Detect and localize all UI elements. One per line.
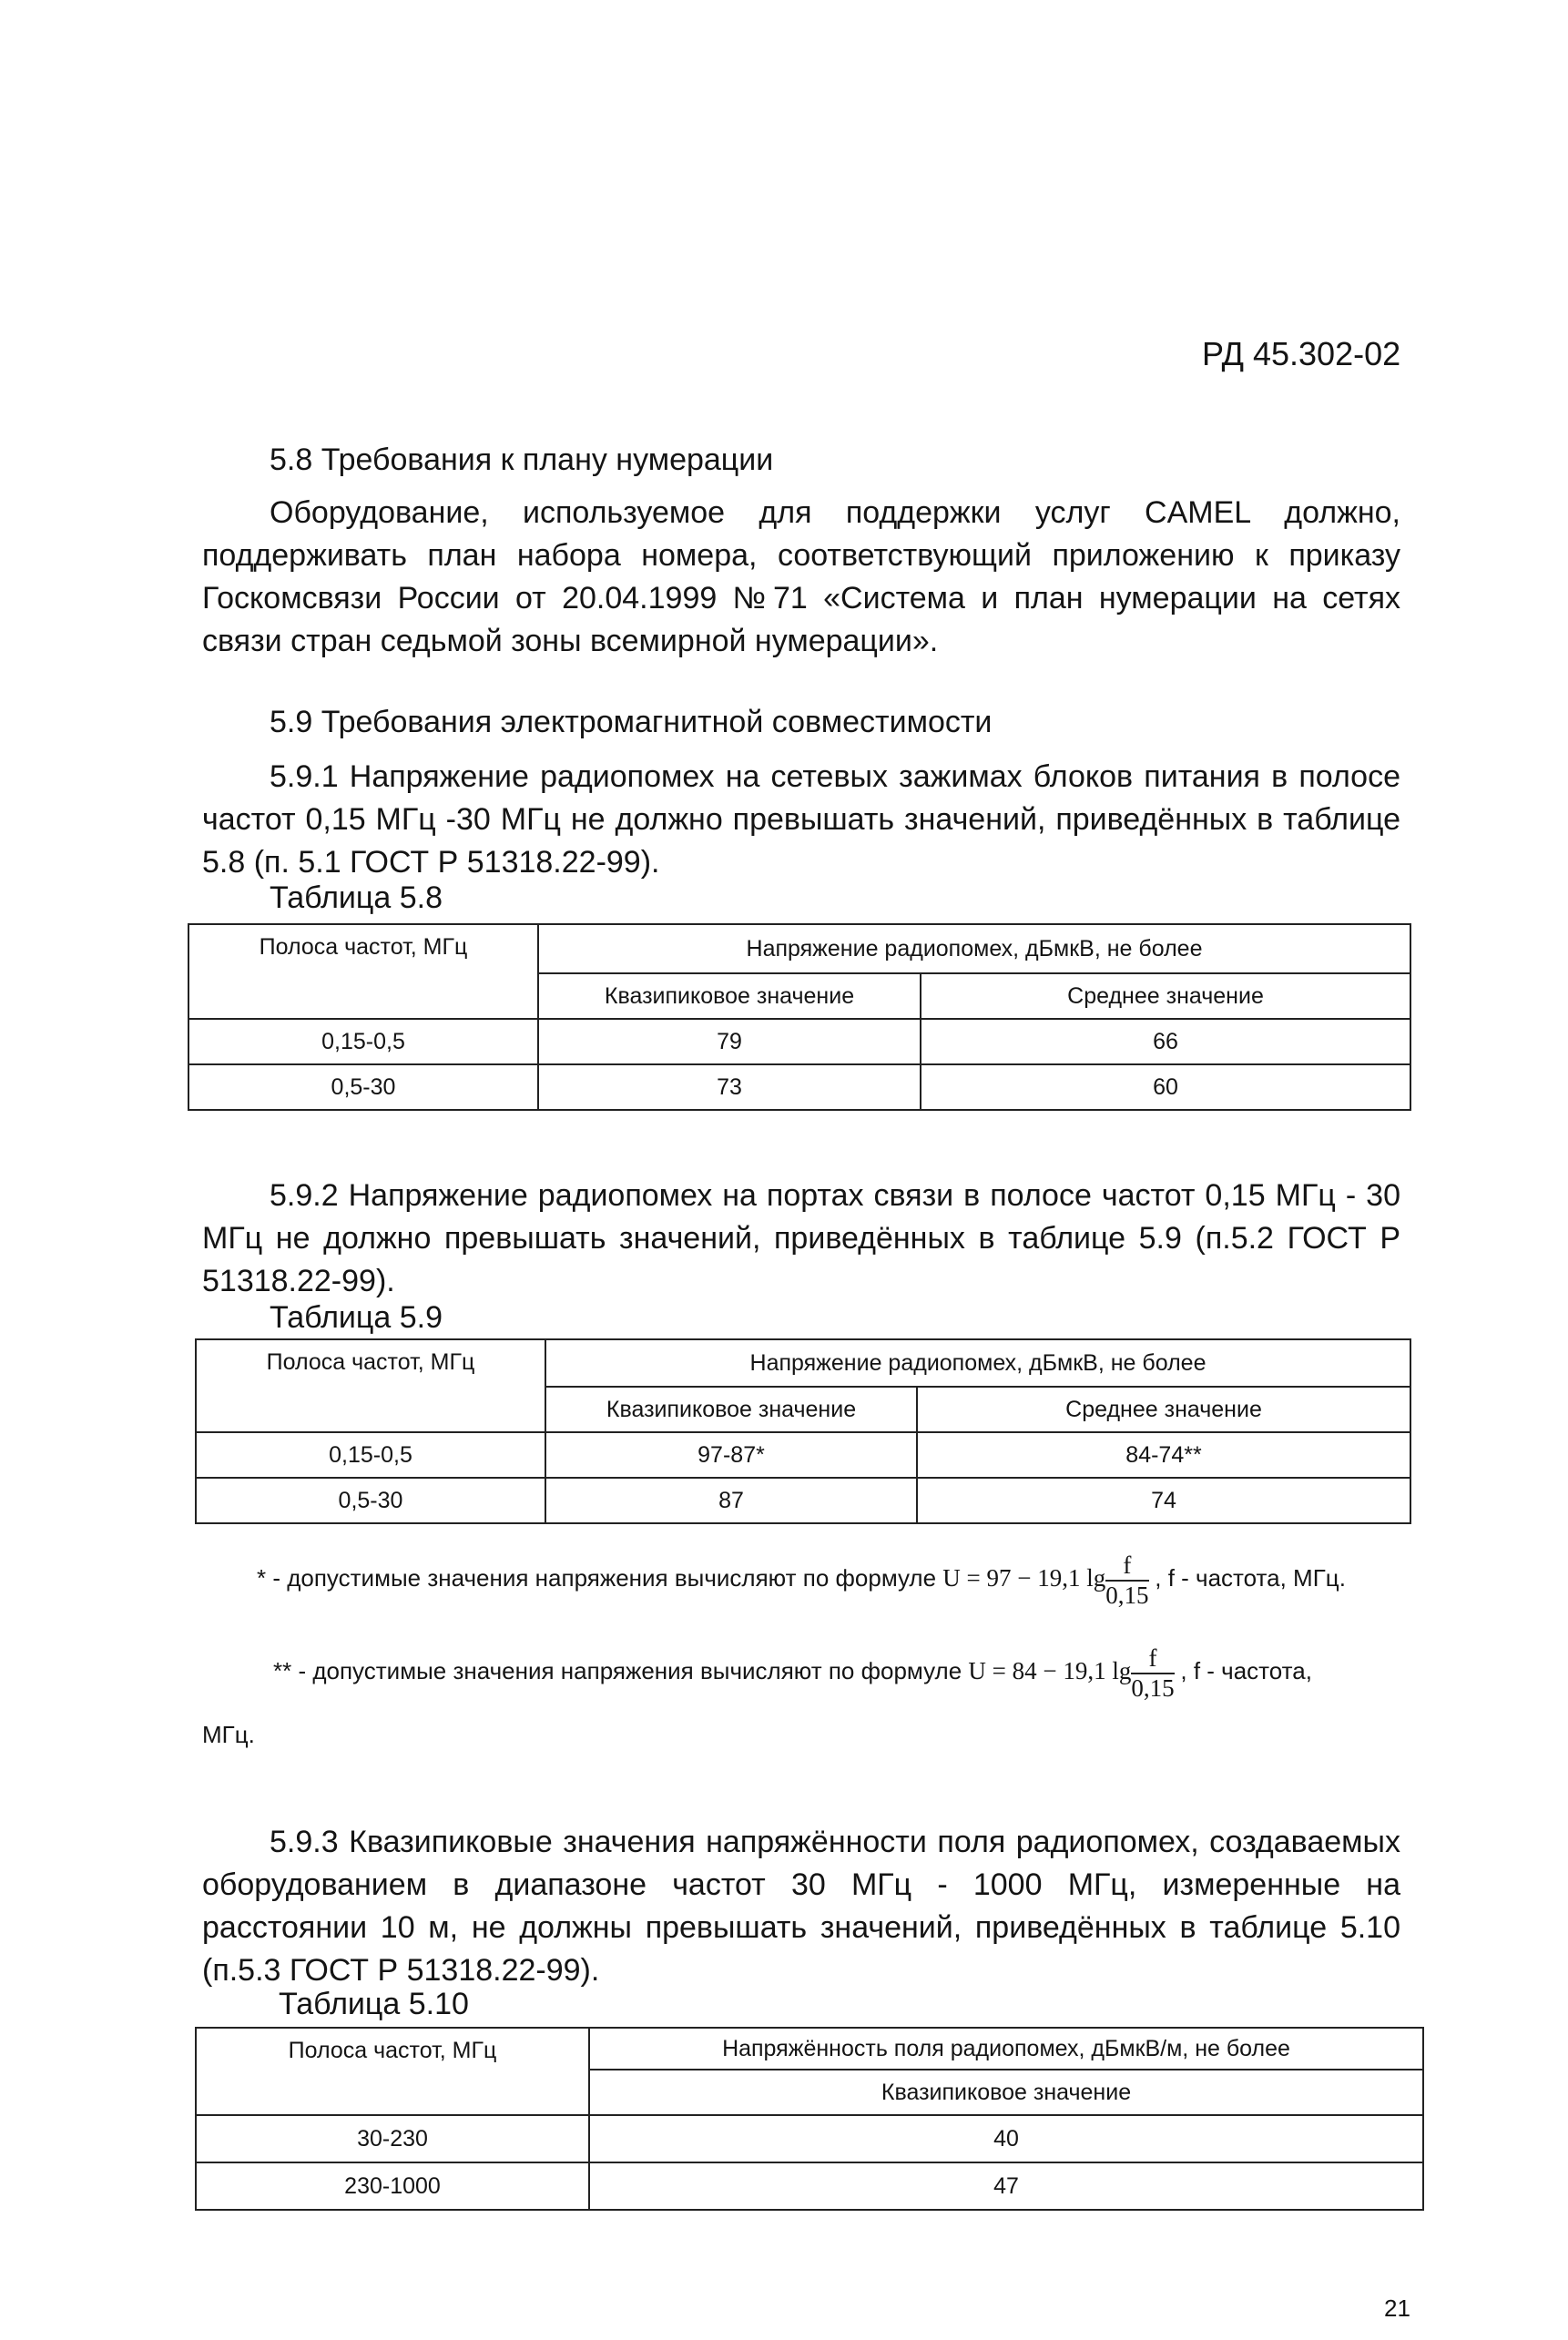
table-5-9-header-group: Напряжение радиопомех, дБмкВ, не более [545, 1339, 1410, 1387]
footnote-2-suffix: , f - частота, [1180, 1657, 1312, 1685]
table-cell-freq: 0,15-0,5 [196, 1432, 545, 1478]
footnote-2 [273, 1646, 1312, 1701]
table-5-8-header-freq: Полоса частот, МГц [188, 924, 538, 1019]
fraction-denominator: 0,15 [1105, 1582, 1149, 1609]
table-5-9-caption: Таблица 5.9 [270, 1300, 443, 1335]
table-5-10 [195, 2027, 1424, 2211]
footnote-2-tail: МГц. [202, 1721, 255, 1748]
table-5-9-header-freq: Полоса частот, МГц [196, 1339, 545, 1432]
section-5-9-heading: 5.9 Требования электромагнитной совместимости [270, 705, 993, 739]
section-5-8-text: Оборудование, используемое для поддержки услуг CAMEL должно, поддерживать план набора номера, соответствующий приложению к приказу Госкомсвязи России от 20.04.1999 №71 «Система и план нумерации на сетях связи стран седьмой зоны всемирной нумерации». [202, 495, 1400, 658]
table-cell-avg: 74 [917, 1478, 1410, 1523]
table-cell-freq: 230-1000 [196, 2162, 589, 2210]
table-5-10-header-freq: Полоса частот, МГц [196, 2028, 589, 2115]
fraction-numerator: f [1105, 1553, 1148, 1582]
footnote-1 [257, 1553, 1346, 1608]
footnote-2-formula [968, 1644, 1180, 1702]
table-row [196, 1432, 1410, 1478]
table-cell-freq: 0,15-0,5 [188, 1019, 538, 1064]
formula-lhs: U = 84 − 19,1 lg [968, 1657, 1132, 1685]
table-5-8-header-quasi: Квазипиковое значение [538, 973, 921, 1019]
page-number: 21 [1384, 2294, 1410, 2322]
formula-fraction [1131, 1646, 1174, 1701]
table-cell-quasi: 40 [589, 2115, 1423, 2162]
table-5-9-header-avg: Среднее значение [917, 1387, 1410, 1432]
footnote-2-text: ** - допустимые значения напряжения вычисляют по формуле [273, 1657, 962, 1685]
table-cell-quasi: 73 [538, 1064, 921, 1110]
table-row [188, 1019, 1410, 1064]
table-cell-quasi: 87 [545, 1478, 917, 1523]
table-cell-freq: 0,5-30 [188, 1064, 538, 1110]
table-cell-avg: 84-74** [917, 1432, 1410, 1478]
table-5-8-header-avg: Среднее значение [921, 973, 1410, 1019]
table-row [196, 2162, 1423, 2210]
fraction-denominator: 0,15 [1131, 1674, 1175, 1702]
table-cell-avg: 60 [921, 1064, 1410, 1110]
paragraph-5-9-1: 5.9.1 Напряжение радиопомех на сетевых зажимах блоков питания в полосе частот 0,15 МГц -30 МГц не должно превышать значений, приведённых в таблице 5.8 (п. 5.1 ГОСТ Р 51318.22-99). [202, 759, 1400, 880]
table-row [188, 1064, 1410, 1110]
formula-lhs: U = 97 − 19,1 lg [942, 1564, 1106, 1592]
fraction-numerator: f [1131, 1646, 1174, 1674]
paragraph-5-9-3: 5.9.3 Квазипиковые значения напряжённости поля радиопомех, создаваемых оборудованием в диапазоне частот 30 МГц - 1000 МГц, измеренные на расстоянии 10 м, не должны превышать значений, приведённых в таблице 5.10 (п.5.3 ГОСТ Р 51318.22-99). [202, 1825, 1400, 1988]
table-cell-quasi: 79 [538, 1019, 921, 1064]
table-5-10-caption: Таблица 5.10 [279, 1987, 469, 2021]
table-row [196, 1478, 1410, 1523]
paragraph-5-9-2: 5.9.2 Напряжение радиопомех на портах связи в полосе частот 0,15 МГц - 30 МГц не должно превышать значений, приведённых в таблице 5.9 (п.5.2 ГОСТ Р 51318.22-99). [202, 1178, 1400, 1298]
table-5-9 [195, 1338, 1411, 1524]
table-5-8-caption: Таблица 5.8 [270, 880, 443, 915]
table-5-8 [188, 923, 1411, 1111]
table-5-8-header-group: Напряжение радиопомех, дБмкВ, не более [538, 924, 1410, 973]
footnote-1-text: * - допустимые значения напряжения вычисляют по формуле [257, 1564, 937, 1592]
table-cell-quasi: 97-87* [545, 1432, 917, 1478]
table-5-10-header-quasi: Квазипиковое значение [589, 2070, 1423, 2115]
table-5-10-header-group: Напряжённость поля радиопомех, дБмкВ/м, не более [589, 2028, 1423, 2070]
table-row [196, 2115, 1423, 2162]
table-cell-avg: 66 [921, 1019, 1410, 1064]
formula-fraction [1105, 1553, 1148, 1608]
table-cell-freq: 0,5-30 [196, 1478, 545, 1523]
table-5-9-header-quasi: Квазипиковое значение [545, 1387, 917, 1432]
section-5-8-heading: 5.8 Требования к плану нумерации [270, 443, 774, 477]
document-id: РД 45.302-02 [1202, 335, 1401, 372]
table-cell-freq: 30-230 [196, 2115, 589, 2162]
table-cell-quasi: 47 [589, 2162, 1423, 2210]
footnote-1-formula [942, 1552, 1155, 1609]
footnote-1-suffix: , f - частота, МГц. [1155, 1564, 1346, 1592]
